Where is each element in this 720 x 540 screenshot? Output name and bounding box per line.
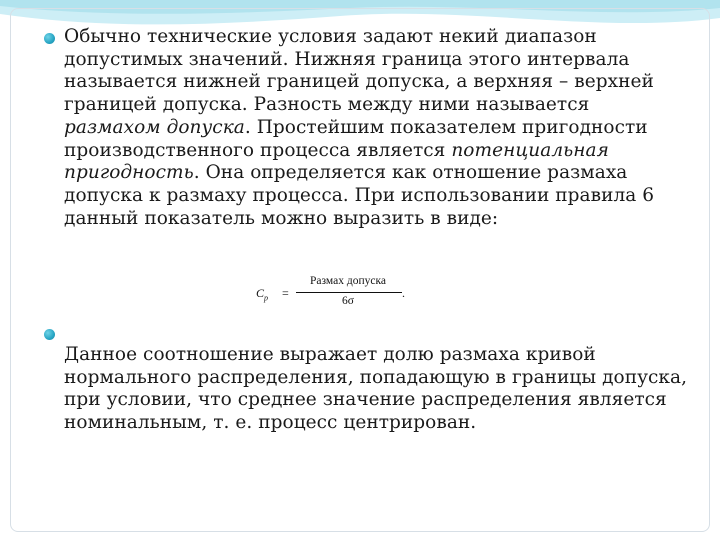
formula-numerator: Размах допуска [310,275,386,287]
term-potential-capability: потенциальная пригодность [64,139,609,184]
bullet-dot-icon [44,329,55,340]
bullet-dot-icon [44,33,55,44]
formula-lhs-subscript: p [264,293,269,303]
formula-lhs [256,286,268,302]
bullet-2-text: Данное соотношение выражает долю размаха кривой нормального распределения, попадающую в границы допуска, при условии, что среднее значение распределения является номинальным, т. е. процесс центрирован. [64,344,688,434]
formula-equals: = [282,286,289,300]
bullet-1-part3: . Она определяется как отношение размаха допуска к размаху процесса. При использовании правила 6 данный показатель можно выразить в виде: [64,162,655,229]
formula-denominator: 6σ [342,295,354,307]
formula-end-dot: . [402,286,405,300]
capability-formula [256,274,406,314]
formula-lhs-symbol: C [256,286,265,300]
term-tolerance-range: размахом допуска [64,116,245,138]
formula-fraction-bar [296,292,402,293]
bullet-1-text [64,26,688,230]
bullet-1-part2: . Простейшим показателем пригодности производственного процесса является [64,116,648,161]
bullet-1-part1: Обычно технические условия задают некий диапазон допустимых значений. Нижняя граница этого интервала называется нижней границей допуска, а верхняя – верхней границей допуска. Разность между ними называется [64,26,654,116]
